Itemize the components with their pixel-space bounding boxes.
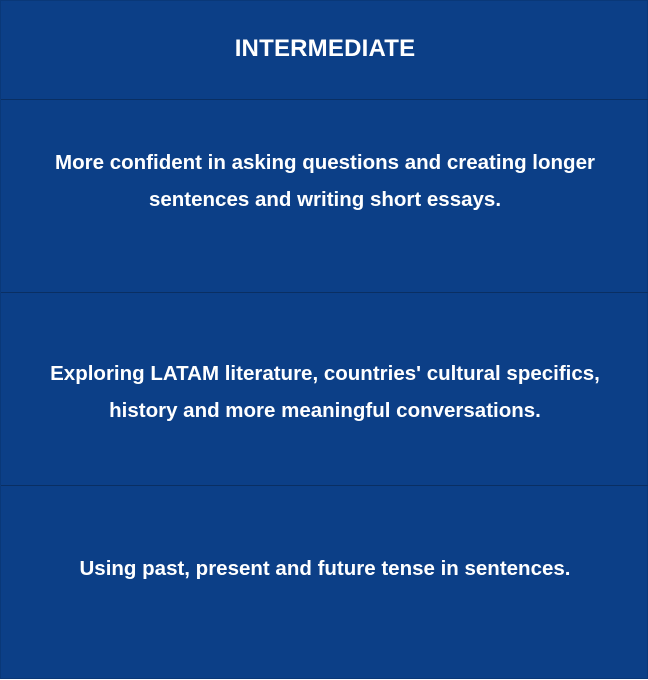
level-title: INTERMEDIATE xyxy=(234,35,416,62)
skill-row xyxy=(1,293,648,485)
skill-row xyxy=(1,486,648,680)
skill-description: Exploring LATAM literature, countries' cultural specifics, history and more meaningful conversations. xyxy=(50,362,600,422)
skill-description: Using past, present and future tense in sentences. xyxy=(79,557,571,580)
card-header xyxy=(1,1,648,99)
skill-description: More confident in asking questions and creating longer sentences and writing short essays. xyxy=(55,151,595,211)
skill-row xyxy=(1,100,648,292)
